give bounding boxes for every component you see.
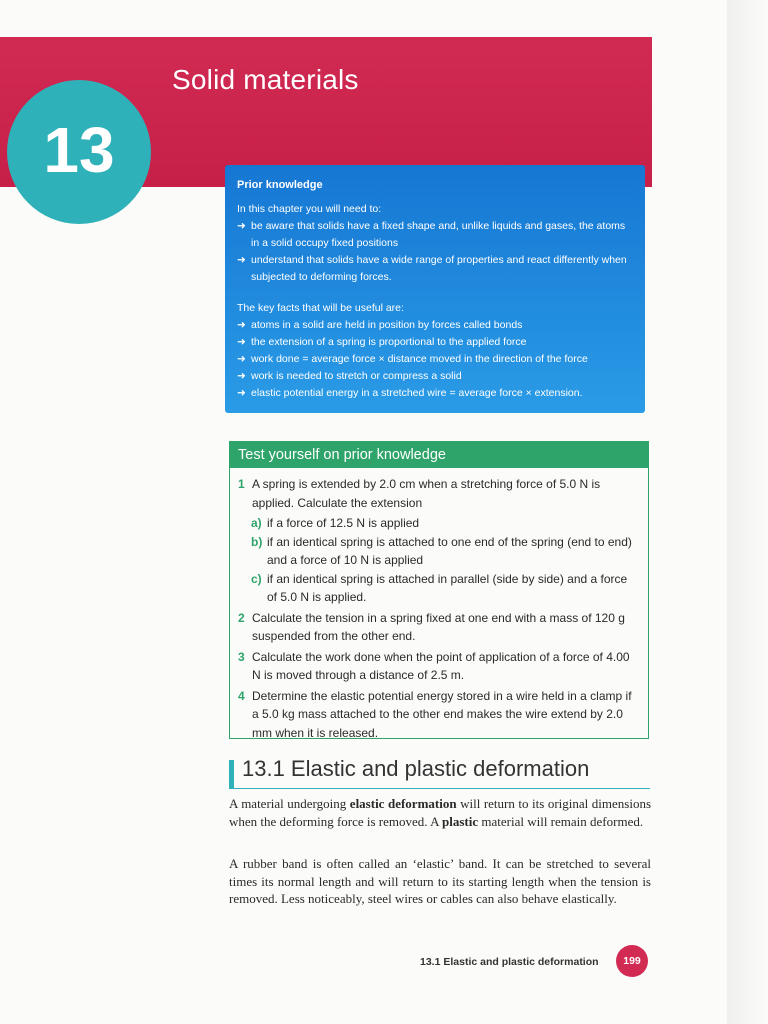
subquestion-letter: c) [251,571,262,586]
arrow-icon: ➜ [237,319,246,331]
chapter-number: 13 [43,114,115,186]
subquestion-text: if an identical spring is attached to one end of the spring (end to end) and a force of 10 N is applied [267,534,632,567]
question-number: 4 [238,688,245,703]
page-edge [727,0,768,1024]
list-item: ➜ elastic potential energy in a stretched wire = average force × extension. [237,385,635,402]
prior-knowledge-heading: Prior knowledge [237,179,323,191]
subquestion-letter: a) [251,516,262,530]
prior-knowledge-intro: In this chapter you will need to: [237,203,382,215]
chapter-number-badge [7,80,151,224]
question-number: 3 [238,649,245,664]
list-item: ➜ work is needed to stretch or compress a solid [237,368,635,385]
question-text: Calculate the work done when the point of application of a force of 4.00 N is moved through a distance of 2.5 m. [252,649,630,682]
question-3 [238,648,638,685]
question-1c [238,570,638,607]
question-4 [238,687,638,743]
running-footer: 13.1 Elastic and plastic deformation [420,956,599,968]
key-term: elastic deformation [349,796,457,811]
question-number: 2 [238,610,245,625]
chapter-title: Solid materials [172,64,359,95]
question-2 [238,609,638,646]
arrow-icon: ➜ [237,220,246,232]
prior-knowledge-box [225,165,645,413]
question-text: Determine the elastic potential energy stored in a wire held in a clamp if a 5.0 kg mass attached to the other end makes the wire extend by 2.0 mm when it is released. [252,688,632,740]
subquestion-letter: b) [251,534,263,549]
arrow-icon: ➜ [237,353,246,365]
list-item: ➜ the extension of a spring is proportional to the applied force [237,334,635,351]
arrow-icon: ➜ [237,254,246,266]
arrow-icon: ➜ [237,370,246,382]
question-text: A spring is extended by 2.0 cm when a stretching force of 5.0 N is applied. Calculate the extension [252,477,601,510]
list-item: ➜ atoms in a solid are held in position by forces called bonds [237,317,635,334]
list-item: ➜ be aware that solids have a fixed shape and, unlike liquids and gases, the atoms in a solid occupy fixed positions [237,220,626,249]
arrow-icon: ➜ [237,336,246,348]
key-facts-list [237,317,635,402]
list-item: ➜ work done = average force × distance moved in the direction of the force [237,351,635,368]
key-facts-intro: The key facts that will be useful are: [237,302,404,314]
page-number: 199 [616,945,648,977]
question-1a [238,514,638,533]
key-term: plastic [442,813,479,829]
body-paragraph-2: A rubber band is often called an ‘elastic’ band. It can be stretched to several times its normal length and will return to its starting length when the tension is removed. Less noticeably, steel wires or cables can also behave elastically. [229,856,651,906]
body-paragraph-1: A material undergoing elastic deformation will return to its original dimensions when the deforming force is removed. A plastic material will remain deformed. [229,796,651,829]
list-item: ➜ understand that solids have a wide range of properties and react differently when subjected to deforming forces. [237,254,627,283]
question-1b [238,533,638,570]
subquestion-text: if a force of 12.5 N is applied [267,516,420,530]
subquestion-text: if an identical spring is attached in parallel (side by side) and a force of 5.0 N is applied. [267,571,628,604]
question-number: 1 [238,477,245,491]
test-yourself-heading: Test yourself on prior knowledge [230,442,648,468]
test-questions [230,468,648,742]
section-heading: 13.1 Elastic and plastic deformation [242,756,590,781]
test-yourself-box [229,441,649,739]
section-rule [229,788,650,789]
question-text: Calculate the tension in a spring fixed at one end with a mass of 120 g suspended from the other end. [252,610,625,643]
question-1 [238,475,638,512]
prior-needs-list [237,218,635,286]
arrow-icon: ➜ [237,387,246,399]
section-marker [229,760,234,788]
